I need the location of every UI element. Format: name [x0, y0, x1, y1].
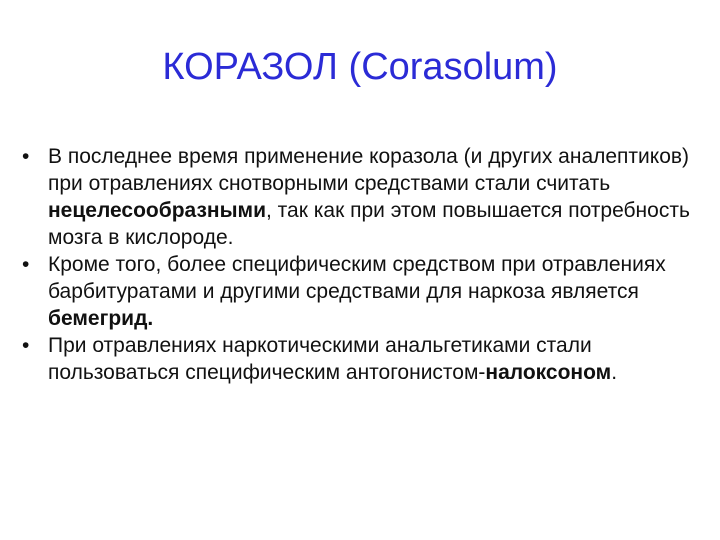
bullet-text-before: При отравлениях наркотическими анальгетиками стали пользоваться специфическим антогонистом- — [48, 334, 592, 384]
bullet-dot-icon: • — [22, 145, 30, 168]
bullet-item-1 — [22, 143, 702, 251]
bullet-item-3 — [22, 332, 702, 386]
bullet-text-after: . — [611, 361, 618, 384]
bullet-item-2 — [22, 251, 702, 332]
bullet-text-bold: бемегрид. — [48, 307, 154, 330]
bullet-text-bold: нецелесообразными — [48, 199, 266, 222]
slide-title: КОРАЗОЛ (Corasolum) — [162, 46, 558, 88]
bullet-dot-icon: • — [22, 253, 30, 276]
bullet-text-after: , так как при этом повышается потребность мозга в кислороде. — [48, 199, 690, 249]
bullet-list — [22, 143, 702, 386]
bullet-text-bold: налоксоном — [485, 361, 612, 384]
bullet-text-before: Кроме того, более специфическим средством при отравлениях барбитуратами и другими средствами для наркоза является — [48, 253, 666, 303]
bullet-text-before: В последнее время применение коразола (и других аналептиков) при отравлениях снотворными средствами стали считать — [48, 145, 690, 195]
bullet-dot-icon: • — [22, 334, 30, 357]
